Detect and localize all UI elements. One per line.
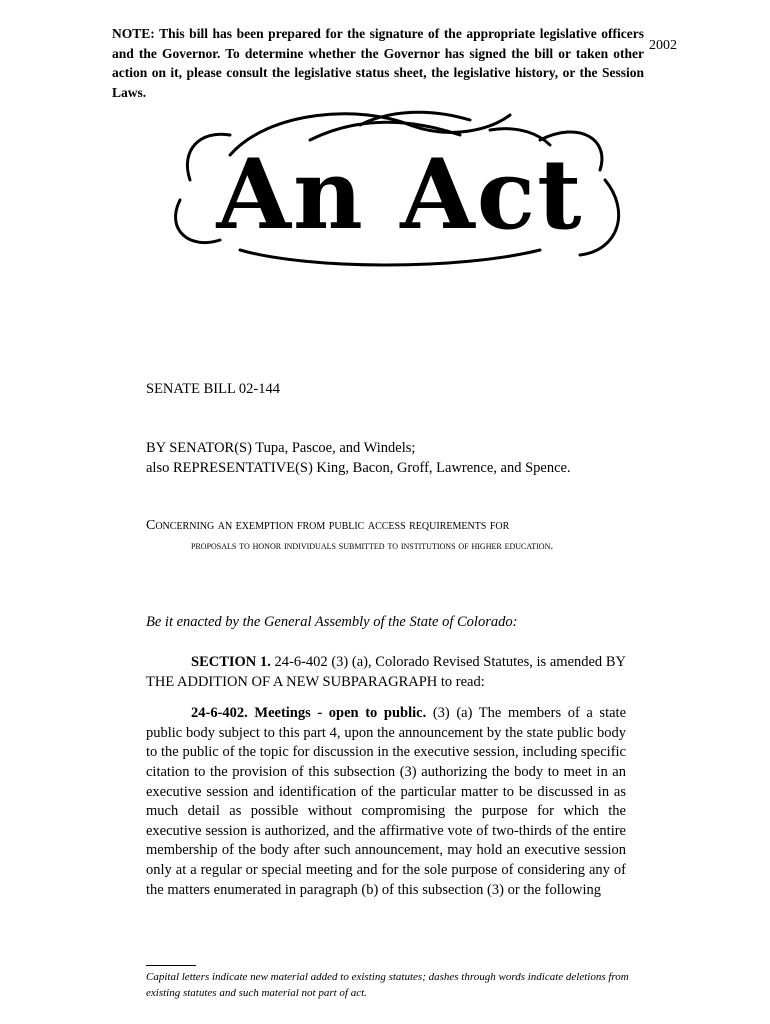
section-1	[146, 653, 626, 692]
enacting-clause: Be it enacted by the General Assembly of the State of Colorado:	[146, 614, 518, 630]
bill-title	[146, 516, 626, 556]
svg-text:An Act: An Act	[216, 138, 584, 251]
footnote-rule	[146, 965, 196, 966]
statute-text: (3) (a) The members of a state public body subject to this part 4, upon the announcement by the state public body to the public of the topic for discussion in the executive session, including specific citation to the provision of this subsection (3) authorizing the body to meet in an executive session and identification of the particular matter to be discussed in as much detail as possible without compromising the purpose for which the executive session is authorized, and the affirmative vote of two-thirds of the entire membership of the body after such announcement, may hold an executive session only at a regular or special meeting and for the sole purpose of considering any of the matters enumerated in paragraph (b) of this subsection (3) or the following	[146, 705, 626, 898]
senate-sponsors: BY SENATOR(S) Tupa, Pascoe, and Windels;	[146, 440, 416, 456]
bill-body	[146, 653, 626, 912]
sponsors	[146, 439, 571, 478]
bill-title-continuation: proposals to honor individuals submitted to institutions of higher education.	[191, 540, 554, 552]
session-year: 2002	[649, 38, 677, 53]
statute-paragraph	[146, 704, 626, 900]
statute-heading: 24-6-402. Meetings - open to public.	[191, 705, 427, 722]
house-sponsors: also REPRESENTATIVE(S) King, Bacon, Groff, Lawrence, and Spence.	[146, 459, 571, 476]
footnote: Capital letters indicate new material added to existing statutes; dashes through words indicate deletions from existing statutes and such material not part of act.	[146, 971, 629, 999]
bill-number: SENATE BILL 02-144	[146, 381, 280, 397]
section-heading: SECTION 1.	[191, 654, 271, 670]
section-text: 24-6-402 (3) (a), Colorado Revised Statutes, is amended BY THE ADDITION OF A NEW SUBPARAGRAPH to read:	[146, 654, 626, 690]
legislative-note: NOTE: This bill has been prepared for the signature of the appropriate legislative officers and the Governor. To determine whether the Governor has signed the bill or taken other action on it, please consult the legislative status sheet, the legislative history, or the Session Laws.	[112, 26, 644, 100]
bill-title-first-line: Concerning an exemption from public access requirements for	[146, 518, 510, 533]
an-act-logo	[160, 100, 640, 270]
